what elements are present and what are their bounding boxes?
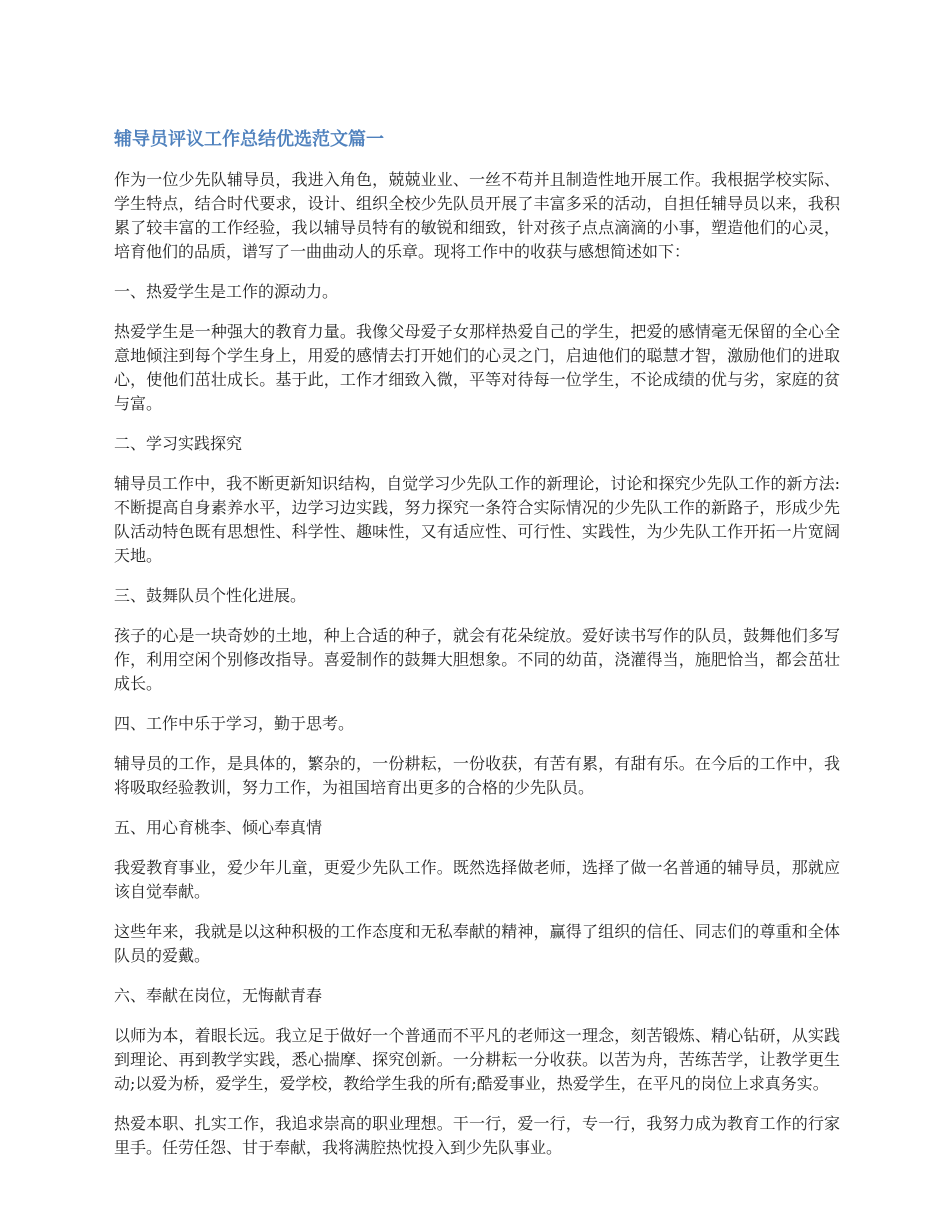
section-5	[114, 816, 840, 968]
section-2	[114, 432, 840, 568]
section-heading: 四、工作中乐于学习，勤于思考。	[114, 714, 355, 733]
section-paragraph: 我爱教育事业，爱少年儿童，更爱少先队工作。既然选择做老师，选择了做一名普通的辅导员，那就应该自觉奉献。	[114, 858, 840, 901]
section-paragraph: 以师为本，着眼长远。我立足于做好一个普通而不平凡的老师这一理念，刻苦锻炼、精心钻研，从实践到理论、再到教学实践，悉心揣摩、探究创新。一分耕耘一分收获。以苦为舟，苦练苦学，让教学更生动;以爱为桥，爱学生，爱学校，教给学生我的所有;酷爱事业，热爱学生，在平凡的岗位上求真务实。	[114, 1026, 840, 1093]
section-paragraph: 热爱本职、扎实工作，我追求崇高的职业理想。干一行，爱一行，专一行，我努力成为教育工作的行家里手。任劳任怨、甘于奉献，我将满腔热忱投入到少先队事业。	[114, 1114, 840, 1157]
document-title: 辅导员评议工作总结优选范文篇一	[114, 129, 384, 150]
section-heading: 二、学习实践探究	[114, 434, 243, 453]
intro-paragraph: 作为一位少先队辅导员，我进入角色，兢兢业业、一丝不苟并且制造性地开展工作。我根据学校实际、学生特点，结合时代要求，设计、组织全校少先队员开展了丰富多采的活动，自担任辅导员以来，我积累了较丰富的工作经验，我以辅导员特有的敏锐和细致，针对孩子点点滴滴的小事，塑造他们的心灵，培育他们的品质，谱写了一曲曲动人的乐章。现将工作中的收获与感想简述如下：	[114, 170, 840, 261]
section-paragraph: 辅导员的工作，是具体的，繁杂的，一份耕耘，一份收获，有苦有累，有甜有乐。在今后的工作中，我将吸取经验教训，努力工作，为祖国培育出更多的合格的少先队员。	[114, 754, 840, 797]
section-heading: 五、用心育桃李、倾心奉真情	[114, 818, 323, 837]
section-paragraph: 孩子的心是一块奇妙的土地，种上合适的种子，就会有花朵绽放。爱好读书写作的队员，鼓舞他们多写作，利用空闲个别修改指导。喜爱制作的鼓舞大胆想象。不同的幼苗，浇灌得当，施肥恰当，都会茁壮成长。	[114, 626, 840, 693]
section-4	[114, 712, 840, 800]
section-heading: 三、鼓舞队员个性化进展。	[114, 586, 307, 605]
section-heading: 六、奉献在岗位，无悔献青春	[114, 986, 323, 1005]
section-paragraph: 这些年来，我就是以这种积极的工作态度和无私奉献的精神，赢得了组织的信任、同志们的尊重和全体队员的爱戴。	[114, 922, 840, 965]
section-3	[114, 584, 840, 696]
section-paragraph: 辅导员工作中，我不断更新知识结构，自觉学习少先队工作的新理论，讨论和探究少先队工作的新方法:不断提高自身素养水平，边学习边实践，努力探究一条符合实际情况的少先队工作的新路子，形成少先队活动特色既有思想性、科学性、趣味性，又有适应性、可行性、实践性，为少先队工作开拓一片宽阔天地。	[114, 474, 840, 565]
section-6	[114, 984, 840, 1160]
section-1	[114, 280, 840, 416]
section-heading: 一、热爱学生是工作的源动力。	[114, 282, 339, 301]
section-paragraph: 热爱学生是一种强大的教育力量。我像父母爱子女那样热爱自己的学生，把爱的感情毫无保留的全心全意地倾注到每个学生身上，用爱的感情去打开她们的心灵之门，启迪他们的聪慧才智，激励他们的进取心，使他们茁壮成长。基于此，工作才细致入微，平等对待每一位学生，不论成绩的优与劣，家庭的贫与富。	[114, 322, 840, 413]
document-page	[114, 126, 840, 1176]
